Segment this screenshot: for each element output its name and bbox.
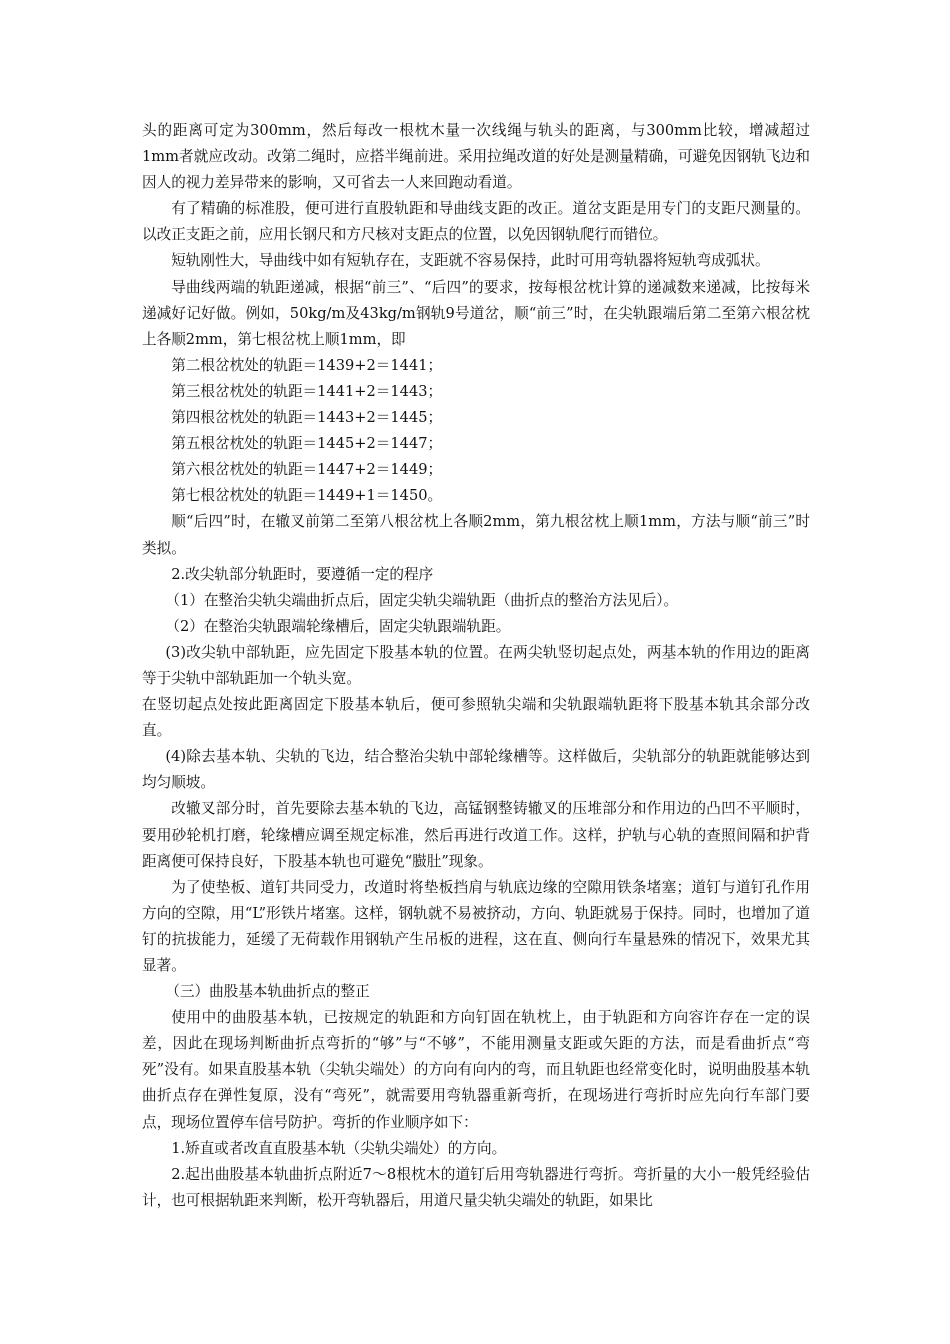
paragraph: 1.矫直或者改直直股基本轨（尖轨尖端处）的方向。 bbox=[171, 1139, 507, 1157]
paragraph: (4)除去基本轨、尖轨的飞边，结合整治尖轨中部轮缘槽等。这样做后，尖轨部分的轨距就能够达到均匀顺坡。 bbox=[142, 748, 810, 792]
paragraph: 头的距离可定为300mm，然后每改一根枕木量一次线绳与轨头的距离，与300mm比较，增减超过1mm者就应改动。改第二绳时，应搭半绳前进。采用拉绳改道的好处是测量精确，可避免因钢轨飞边和因人的视力差异带来的影响，又可省去一人来回跑动看道。 bbox=[142, 122, 810, 192]
paragraph: 有了精确的标准股，便可进行直股轨距和导曲线支距的改正。道岔支距是用专门的支距尺测量的。以改正支距之前，应用长钢尺和方尺核对支距点的位置，以免因钢轨爬行而错位。 bbox=[142, 200, 810, 244]
paragraph: 第四根岔枕处的轨距＝1443+2＝1445； bbox=[171, 409, 443, 427]
paragraph: 第二根岔枕处的轨距＝1439+2＝1441； bbox=[171, 356, 443, 374]
section-heading: （三）曲股基本轨曲折点的整正 bbox=[165, 983, 370, 1001]
paragraph: 第三根岔枕处的轨距＝1441+2＝1443； bbox=[171, 382, 443, 400]
paragraph: 2.改尖轨部分轨距时，要遵循一定的程序 bbox=[171, 565, 434, 583]
paragraph: 第七根岔枕处的轨距＝1449+1＝1450。 bbox=[171, 487, 443, 505]
document-page bbox=[142, 118, 810, 1214]
paragraph: 2.起出曲股基本轨曲折点附近7～8根枕木的道钉后用弯轨器进行弯折。弯折量的大小一般凭经验估计，也可根据轨距来判断，松开弯轨器后，用道尺量尖轨尖端处的轨距，如果比 bbox=[142, 1165, 810, 1209]
paragraph: (3)改尖轨中部轨距，应先固定下股基本轨的位置。在两尖轨竖切起点处，两基本轨的作用边的距离等于尖轨中部轨距加一个轨头宽。 bbox=[142, 643, 810, 687]
paragraph: 在竖切起点处按此距离固定下股基本轨后，便可参照轨尖端和尖轨跟端轨距将下股基本轨其余部分改直。 bbox=[142, 696, 810, 740]
paragraph: 使用中的曲股基本轨，已按规定的轨距和方向钉固在轨枕上，由于轨距和方向容许存在一定的误差，因此在现场判断曲折点弯折的“够”与“不够”，不能用测量支距或矢距的方法，而是看曲折点“弯死”没有。如果直股基本轨（尖轨尖端处）的方向有向内的弯，而且轨距也经常变化时，说明曲股基本轨曲折点存在弹性复原，没有“弯死”，就需要用弯轨器重新弯折，在现场进行弯折时应先向行车部门要点，现场位置停车信号防护。弯折的作业顺序如下： bbox=[142, 1009, 810, 1131]
paragraph: 短轨刚性大，导曲线中如有短轨存在，支距就不容易保持，此时可用弯轨器将短轨弯成弧状。 bbox=[171, 252, 770, 270]
paragraph: 为了使垫板、道钉共同受力，改道时将垫板挡肩与轨底边缘的空隙用铁条堵塞；道钉与道钉孔作用方向的空隙，用“L”形铁片堵塞。这样，钢轨就不易被挤动，方向、轨距就易于保持。同时，也增加了道钉的抗拔能力，延缓了无荷载作用钢轨产生吊板的进程，这在直、侧向行车量悬殊的情况下，效果尤其显著。 bbox=[142, 878, 810, 974]
paragraph: （1）在整治尖轨尖端曲折点后，固定尖轨尖端轨距（曲折点的整治方法见后）。 bbox=[165, 591, 679, 609]
paragraph: 第五根岔枕处的轨距＝1445+2＝1447； bbox=[171, 435, 443, 453]
paragraph: 改辙叉部分时，首先要除去基本轨的飞边，高锰钢整铸辙叉的压堆部分和作用边的凸凹不平顺时，要用砂轮机打磨，轮缘槽应调至规定标准，然后再进行改道工作。这样，护轨与心轨的查照间隔和护背距离便可保持良好，下股基本轨也可避免“臌肚”现象。 bbox=[142, 800, 810, 870]
paragraph: 顺“后四”时，在辙叉前第二至第八根岔枕上各顺2mm，第九根岔枕上顺1mm，方法与顺“前三”时类拟。 bbox=[142, 513, 810, 557]
paragraph: 第六根岔枕处的轨距＝1447+2＝1449； bbox=[171, 461, 443, 479]
paragraph: 导曲线两端的轨距递减，根据“前三”、“后四”的要求，按每根岔枕计算的递减数来递减，比按每米递减好记好做。例如，50kg/m及43kg/m钢轨9号道岔，顺“前三”时，在尖轨跟端后第二至第六根岔枕上各顺2mm，第七根岔枕上顺1mm，即 bbox=[142, 278, 810, 348]
paragraph: （2）在整治尖轨跟端轮缘槽后，固定尖轨跟端轨距。 bbox=[165, 617, 511, 635]
